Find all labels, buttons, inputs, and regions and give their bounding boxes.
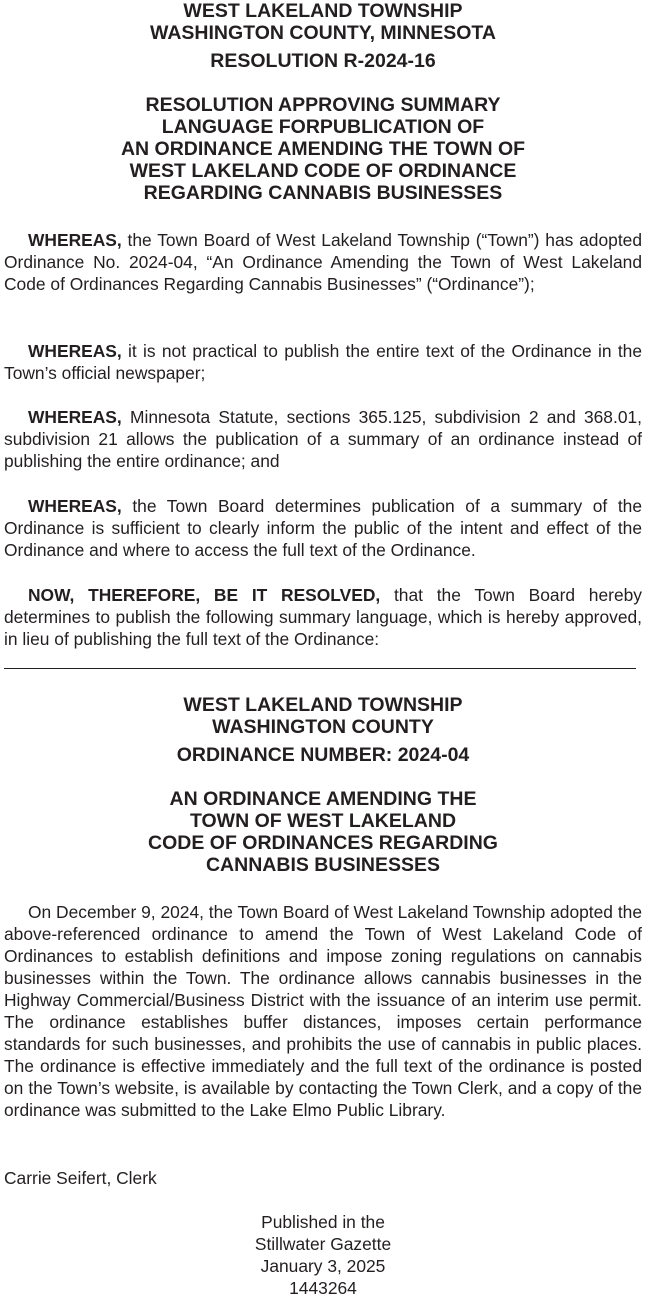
ordinance-header [4,694,642,738]
resolution-title-line: REGARDING CANNABIS BUSINESSES [143,182,503,204]
resolution-number [4,50,642,72]
publication-date: January 3, 2025 [260,1256,386,1276]
ordinance-number [4,744,642,766]
resolution-title [4,94,642,204]
ordinance-number-text: ORDINANCE NUMBER: 2024-04 [176,744,470,766]
ordinance-title-line: CODE OF ORDINANCES REGARDING [148,832,498,854]
paragraph-lead: WHEREAS, [28,407,122,427]
township-name: WEST LAKELAND TOWNSHIP [183,0,463,22]
paragraph-lead: WHEREAS, [28,230,122,250]
clerk-signature: Carrie Seifert, Clerk [4,1168,157,1188]
county-name: WASHINGTON COUNTY, MINNESOTA [150,22,496,44]
resolution-header [4,0,642,44]
resolution-title-line: RESOLUTION APPROVING SUMMARY [145,94,501,116]
paragraph-text: the Town Board of West Lakeland Township (“Town”) has adopted Ordinance No. 2024-04, “An Ordinance Amending the Town of West Lakeland Code of Ordinances Regarding Cannabis Businesses” (“Ordinance”); [4,230,642,294]
paragraph-text: it is not practical to publish the entire text of the Ordinance in the Town’s official newspaper; [4,341,642,383]
resolution-title-line: LANGUAGE FORPUBLICATION OF [161,116,485,138]
paragraph-lead: WHEREAS, [28,496,122,516]
paragraph-lead: NOW, THEREFORE, BE IT RESOLVED, [28,585,381,605]
publication-id: 1443264 [289,1278,357,1298]
whereas-paragraph [4,495,642,561]
section-divider [4,668,636,669]
whereas-paragraph [4,229,642,295]
resolution-number-text: RESOLUTION R-2024-16 [210,50,436,72]
ordinance-title-line: TOWN OF WEST LAKELAND [189,810,457,832]
ordinance-title-line: AN ORDINANCE AMENDING THE [169,788,477,810]
publication-info [4,1211,642,1299]
paragraph-text: that the Town Board hereby determines to publish the following summary language, which is hereby approved, in lieu of publishing the full text of the Ordinance: [4,585,642,649]
whereas-paragraph [4,406,642,472]
county-name: WASHINGTON COUNTY [212,716,434,738]
paragraph-text: the Town Board determines publication of a summary of the Ordinance is sufficient to clearly inform the public of the intent and effect of the Ordinance and where to access the full text of the Ordinance. [4,496,642,560]
whereas-paragraph [4,340,642,384]
township-name: WEST LAKELAND TOWNSHIP [183,694,463,716]
ordinance-summary: On December 9, 2024, the Town Board of West Lakeland Township adopted the above-referenced ordinance to amend the Town of West Lakeland Code of Ordinances to establish definitions and impose zoning regulations on cannabis businesses within the Town. The ordinance allows cannabis businesses in the Highway Commercial/Business District with the issuance of an interim use permit. The ordinance establishes buffer distances, imposes certain performance standards for such businesses, and prohibits the use of cannabis in public places. The ordinance is effective immediately and the full text of the ordinance is posted on the Town’s website, is available by contacting the Town Clerk, and a copy of the ordinance was submitted to the Lake Elmo Public Library. [4,902,642,1120]
paragraph-text: Minnesota Statute, sections 365.125, subdivision 2 and 368.01, subdivision 21 allows the publication of a summary of an ordinance instead of publishing the entire ordinance; and [4,407,642,471]
ordinance-title-line: CANNABIS BUSINESSES [205,854,441,876]
resolved-paragraph [4,584,642,650]
resolution-title-line: AN ORDINANCE AMENDING THE TOWN OF [120,138,526,160]
publication-newspaper: Stillwater Gazette [254,1234,392,1254]
publication-line: Published in the [261,1212,385,1232]
resolution-title-line: WEST LAKELAND CODE OF ORDINANCE [129,160,517,182]
ordinance-title [4,788,642,876]
paragraph-lead: WHEREAS, [28,341,122,361]
